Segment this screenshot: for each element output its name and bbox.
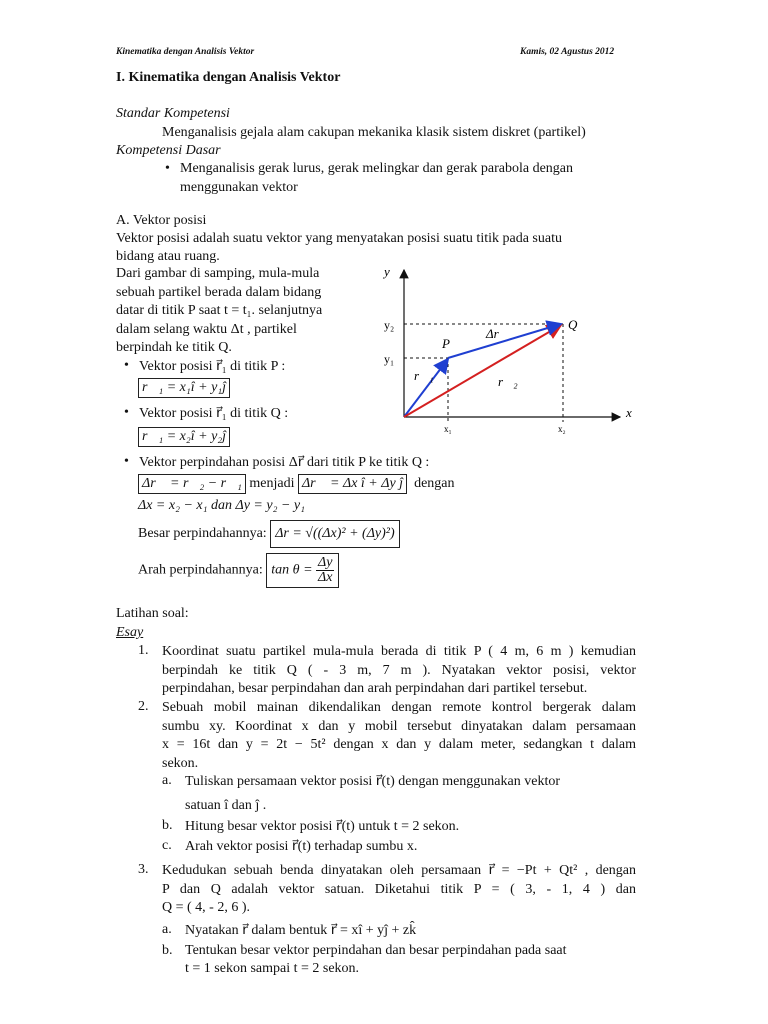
section-a-left-text bbox=[116, 265, 322, 358]
label-dr: Δr⃗ bbox=[486, 326, 509, 341]
q1-line-2: berpindah ke titik Q ( - 3 m, 7 m ). Nyatakan vektor posisi, vektor bbox=[162, 662, 636, 678]
q3a-label: a. bbox=[162, 922, 172, 937]
bullet-2-text: • Vektor posisi r⃗₁ di titik Q : bbox=[139, 405, 288, 422]
q2-number: 2. bbox=[138, 699, 149, 714]
bullet-3-formula-row bbox=[138, 474, 455, 494]
label-y2: y₂ bbox=[384, 318, 395, 332]
formula-dr-components: Δr⃗ = Δx î + Δy ĵ bbox=[298, 474, 407, 494]
q2a-label: a. bbox=[162, 773, 172, 788]
q2-text bbox=[162, 699, 636, 773]
q3-line-2: P dan Q adalah vektor satuan. Diketahui titik P = ( 3, - 1, 4 ) dan bbox=[162, 881, 636, 897]
arah-numerator: Δy bbox=[318, 555, 333, 570]
q2-line-1: Sebuah mobil mainan dikendalikan dengan remote kontrol bergerak dalam bbox=[162, 700, 636, 715]
arah-tan: tan θ = bbox=[271, 562, 313, 578]
page-title: I. Kinematika dengan Analisis Vektor bbox=[116, 70, 341, 85]
label-y1: y₁ bbox=[384, 352, 395, 366]
text-menjadi: menjadi bbox=[249, 476, 295, 491]
kd-label: Kompetensi Dasar bbox=[116, 143, 221, 158]
q3-number: 3. bbox=[138, 862, 149, 877]
besar-row bbox=[138, 520, 400, 548]
label-Q: Q bbox=[568, 317, 578, 332]
q2b-text: Hitung besar vektor posisi r⃗(t) untuk t = 2 sekon. bbox=[185, 819, 460, 834]
section-a-line2: bidang atau ruang. bbox=[116, 249, 220, 264]
text-dengan: dengan bbox=[414, 476, 455, 491]
section-a-line1: Vektor posisi adalah suatu vektor yang menyatakan posisi suatu titik pada suatu bbox=[116, 231, 562, 246]
label-y-axis: y bbox=[384, 264, 390, 279]
left-line-5: berpindah ke titik Q. bbox=[116, 340, 232, 355]
formula-dx-dy: Δx = x₂ − x₁ dan Δy = y₂ − y₁ bbox=[138, 498, 305, 513]
latihan-heading: Latihan soal: bbox=[116, 606, 189, 621]
q2-line-2: sumbu xy. Koordinat x dan y mobil tersebut dinyatakan dalam persamaan bbox=[162, 718, 636, 734]
q3b-label: b. bbox=[162, 943, 173, 958]
q3b-line1: Tentukan besar vektor perpindahan dan besar perpindahan pada saat bbox=[185, 943, 567, 958]
kd-line1: • Menganalisis gerak lurus, gerak melingkar dan gerak parabola dengan bbox=[180, 161, 573, 177]
arah-formula bbox=[266, 553, 339, 588]
q3a-text: Nyatakan r⃗ dalam bentuk r⃗ = xî + yĵ + zk̂ bbox=[185, 923, 417, 938]
sk-label: Standar Kompetensi bbox=[116, 106, 230, 121]
q1-text bbox=[162, 643, 636, 699]
q2a-line1: Tuliskan persamaan vektor posisi r⃗(t) dengan menggunakan vektor bbox=[185, 774, 560, 789]
q3b-line2: t = 1 sekon sampai t = 2 sekon. bbox=[185, 961, 360, 976]
left-line-1: Dari gambar di samping, mula-mula bbox=[116, 266, 320, 281]
label-P: P bbox=[442, 336, 450, 351]
q2a-line2: satuan î dan ĵ . bbox=[185, 798, 267, 813]
arah-fraction bbox=[316, 556, 334, 585]
q2-line-4: sekon. bbox=[162, 755, 199, 771]
bullet-2-formula: r⃗₁ = x₂î + y₂ĵ bbox=[138, 427, 230, 447]
q2b-label: b. bbox=[162, 818, 173, 833]
label-x1: x₁ bbox=[444, 424, 452, 434]
formula-dr-diff: Δr⃗ = r⃗₂ − r⃗₁ bbox=[138, 474, 246, 494]
esay-heading: Esay bbox=[116, 625, 144, 640]
header-left: Kinematika dengan Analisis Vektor bbox=[116, 47, 255, 57]
q3-text bbox=[162, 862, 636, 918]
q3-line-3: Q = ( 4, - 2, 6 ). bbox=[162, 900, 250, 915]
bullet-1-formula: r⃗₁ = x₁î + y₁ĵ bbox=[138, 378, 230, 398]
section-a-heading: A. Vektor posisi bbox=[116, 213, 207, 228]
left-line-4: dalam selang waktu Δt , partikel bbox=[116, 321, 297, 337]
label-r1: r⃗₁ bbox=[414, 368, 434, 383]
q1-line-1: Koordinat suatu partikel mula-mula berada di titik P ( 4 m, 6 m ) kemudian bbox=[162, 644, 636, 659]
left-line-2: sebuah partikel berada dalam bidang bbox=[116, 284, 322, 300]
q1-number: 1. bbox=[138, 643, 149, 658]
bullet-3-text: • Vektor perpindahan posisi Δr⃗ dari titik P ke titik Q : bbox=[139, 454, 429, 471]
besar-formula: Δr = √((Δx)² + (Δy)²) bbox=[270, 520, 399, 548]
bullet-1-text: • Vektor posisi r⃗₁ di titik P : bbox=[139, 358, 285, 375]
kd-line2: menggunakan vektor bbox=[180, 180, 298, 195]
q2-line-3: x = 16t dan y = 2t − 5t² dengan x dan y dalam meter, sedangkan t dalam bbox=[162, 737, 636, 752]
besar-label: Besar perpindahannya: bbox=[138, 525, 267, 541]
q2c-label: c. bbox=[162, 838, 172, 853]
label-x-axis: x bbox=[626, 405, 632, 420]
sk-text: Menganalisis gejala alam cakupan mekanika klasik sistem diskret (partikel) bbox=[162, 125, 586, 140]
left-line-3: datar di titik P saat t = t₁. selanjutnya bbox=[116, 303, 323, 318]
header-right: Kamis, 02 Agustus 2012 bbox=[520, 47, 615, 57]
vector-diagram bbox=[370, 262, 650, 442]
q1-line-3: perpindahan, besar perpindahan dan arah perpindahan dari partikel tersebut. bbox=[162, 681, 588, 696]
arah-label: Arah perpindahannya: bbox=[138, 562, 263, 578]
q2c-text: Arah vektor posisi r⃗(t) terhadap sumbu x. bbox=[185, 839, 418, 854]
arah-denominator: Δx bbox=[318, 570, 333, 585]
label-x2: x₂ bbox=[558, 424, 566, 434]
label-r2: r⃗₂ bbox=[498, 374, 518, 389]
arah-row bbox=[138, 553, 339, 588]
q3-line-1: Kedudukan sebuah benda dinyatakan oleh persamaan r⃗ = −Pt + Qt² , dengan bbox=[162, 863, 636, 878]
